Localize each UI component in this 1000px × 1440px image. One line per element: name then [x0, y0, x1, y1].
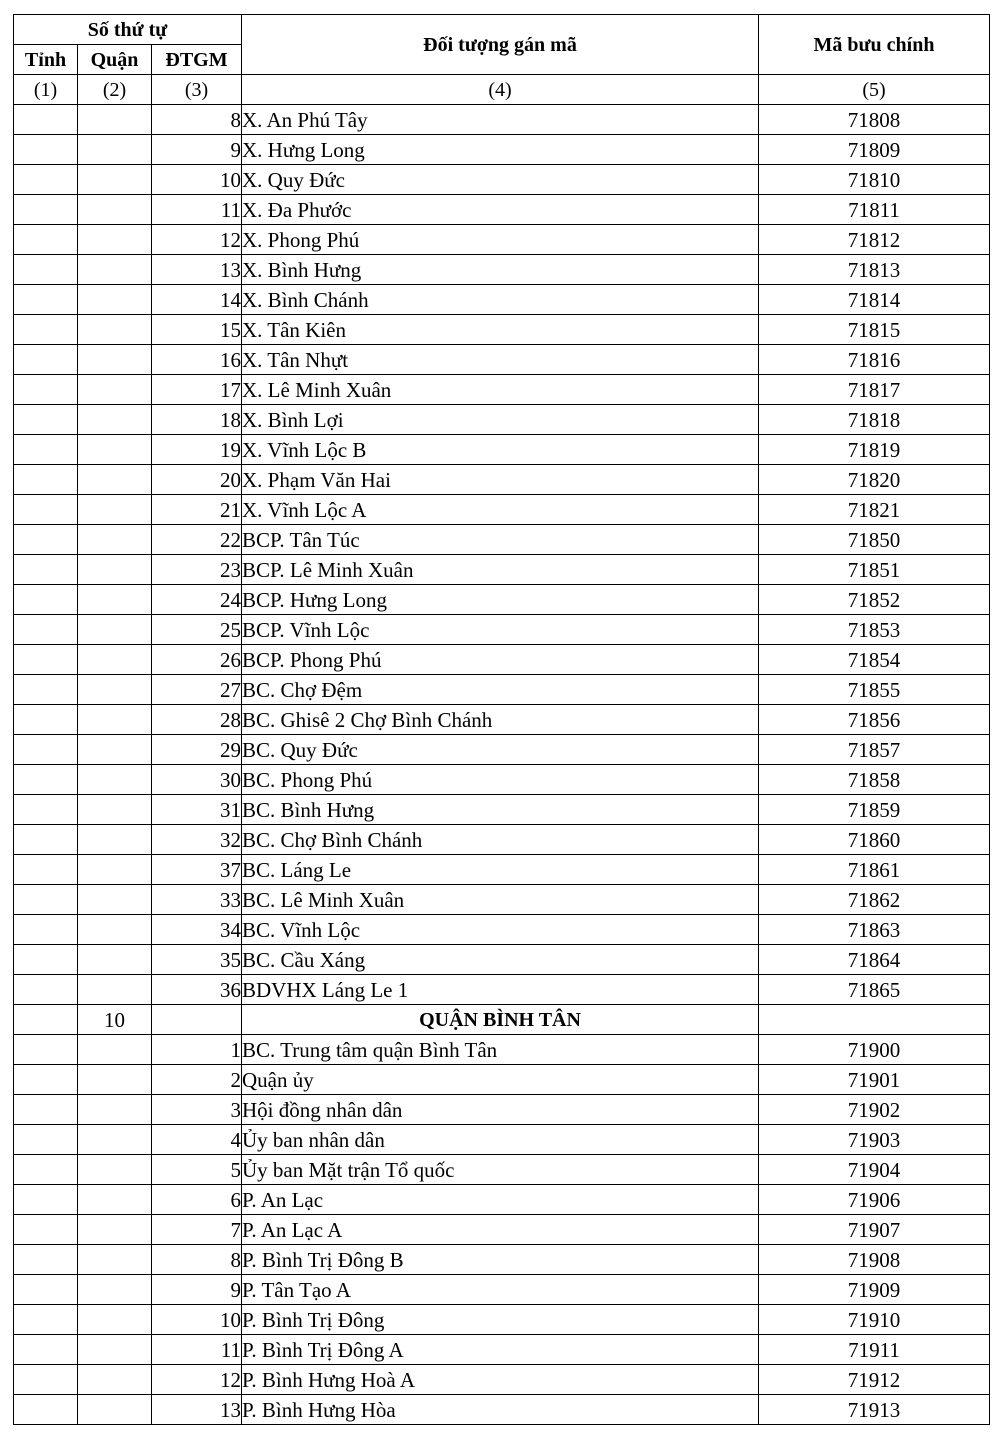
table-row — [14, 195, 990, 225]
postal-code-column-header: Mã bưu chính — [759, 15, 990, 75]
district-cell — [78, 105, 152, 135]
district-cell — [78, 945, 152, 975]
district-cell — [78, 1275, 152, 1305]
province-cell — [14, 1095, 78, 1125]
province-cell — [14, 195, 78, 225]
dtgm-number: 13 — [152, 255, 242, 285]
table-row — [14, 1185, 990, 1215]
table-row — [14, 975, 990, 1005]
object-name: X. Quy Đức — [242, 165, 759, 195]
province-cell — [14, 1335, 78, 1365]
province-cell — [14, 615, 78, 645]
province-cell — [14, 975, 78, 1005]
province-cell — [14, 375, 78, 405]
province-cell — [14, 465, 78, 495]
province-cell — [14, 1035, 78, 1065]
district-cell — [78, 1035, 152, 1065]
district-cell — [78, 1065, 152, 1095]
dtgm-number: 21 — [152, 495, 242, 525]
postal-code: 71912 — [759, 1365, 990, 1395]
province-cell — [14, 135, 78, 165]
dtgm-number: 36 — [152, 975, 242, 1005]
dtgm-number: 8 — [152, 1245, 242, 1275]
district-cell — [78, 795, 152, 825]
table-row — [14, 795, 990, 825]
dtgm-number: 24 — [152, 585, 242, 615]
district-cell — [78, 1185, 152, 1215]
dtgm-number: 15 — [152, 315, 242, 345]
postal-code: 71906 — [759, 1185, 990, 1215]
table-row — [14, 165, 990, 195]
postal-code: 71859 — [759, 795, 990, 825]
district-cell — [78, 1335, 152, 1365]
table-row — [14, 945, 990, 975]
dtgm-number: 26 — [152, 645, 242, 675]
object-name: X. Tân Kiên — [242, 315, 759, 345]
dtgm-number: 19 — [152, 435, 242, 465]
object-name: X. Phong Phú — [242, 225, 759, 255]
table-row — [14, 615, 990, 645]
province-cell — [14, 825, 78, 855]
province-cell — [14, 1185, 78, 1215]
table-row — [14, 1155, 990, 1185]
postal-code: 71861 — [759, 855, 990, 885]
district-cell — [78, 375, 152, 405]
object-name: P. An Lạc A — [242, 1215, 759, 1245]
district-cell — [78, 345, 152, 375]
province-cell — [14, 675, 78, 705]
dtgm-number: 23 — [152, 555, 242, 585]
postal-code: 71852 — [759, 585, 990, 615]
postal-code: 71904 — [759, 1155, 990, 1185]
table-row — [14, 825, 990, 855]
dtgm-number: 2 — [152, 1065, 242, 1095]
postal-code: 71862 — [759, 885, 990, 915]
district-cell — [78, 675, 152, 705]
dtgm-number: 9 — [152, 135, 242, 165]
section-district-number: 10 — [78, 1005, 152, 1035]
postal-code: 71908 — [759, 1245, 990, 1275]
dtgm-number: 30 — [152, 765, 242, 795]
object-name: P. An Lạc — [242, 1185, 759, 1215]
district-cell — [78, 855, 152, 885]
district-cell — [78, 315, 152, 345]
district-cell — [78, 255, 152, 285]
table-body-part1 — [14, 105, 990, 1005]
object-name: X. Bình Lợi — [242, 405, 759, 435]
postal-code-table — [13, 14, 990, 1425]
postal-code: 71820 — [759, 465, 990, 495]
dtgm-number: 33 — [152, 885, 242, 915]
postal-code: 71902 — [759, 1095, 990, 1125]
province-cell — [14, 1215, 78, 1245]
object-name: X. Bình Hưng — [242, 255, 759, 285]
province-cell — [14, 405, 78, 435]
object-name: X. Tân Nhựt — [242, 345, 759, 375]
province-cell — [14, 165, 78, 195]
table-row — [14, 1125, 990, 1155]
dtgm-number: 25 — [152, 615, 242, 645]
table-row — [14, 765, 990, 795]
postal-code: 71809 — [759, 135, 990, 165]
table-row — [14, 405, 990, 435]
district-cell — [78, 1305, 152, 1335]
postal-code: 71821 — [759, 495, 990, 525]
province-cell — [14, 1365, 78, 1395]
table-row — [14, 315, 990, 345]
table-row — [14, 735, 990, 765]
district-cell — [78, 1125, 152, 1155]
district-cell — [78, 1395, 152, 1425]
district-cell — [78, 225, 152, 255]
district-cell — [78, 915, 152, 945]
province-cell — [14, 1245, 78, 1275]
province-cell — [14, 555, 78, 585]
table-row — [14, 465, 990, 495]
object-name: X. Lê Minh Xuân — [242, 375, 759, 405]
object-name: BCP. Tân Túc — [242, 525, 759, 555]
postal-code: 71816 — [759, 345, 990, 375]
table-row — [14, 1275, 990, 1305]
postal-code: 71858 — [759, 765, 990, 795]
column-number-row — [14, 75, 990, 105]
object-name: BCP. Hưng Long — [242, 585, 759, 615]
district-cell — [78, 1095, 152, 1125]
district-cell — [78, 615, 152, 645]
dtgm-number: 10 — [152, 165, 242, 195]
object-name: Hội đồng nhân dân — [242, 1095, 759, 1125]
table-row — [14, 1035, 990, 1065]
table-row — [14, 495, 990, 525]
province-column-header: Tỉnh — [14, 45, 78, 75]
table-row — [14, 435, 990, 465]
postal-code: 71815 — [759, 315, 990, 345]
district-cell — [78, 555, 152, 585]
postal-code: 71860 — [759, 825, 990, 855]
province-cell — [14, 765, 78, 795]
dtgm-number: 13 — [152, 1395, 242, 1425]
postal-code: 71856 — [759, 705, 990, 735]
postal-code: 71863 — [759, 915, 990, 945]
postal-code: 71907 — [759, 1215, 990, 1245]
object-name: X. Đa Phước — [242, 195, 759, 225]
postal-code: 71851 — [759, 555, 990, 585]
province-cell — [14, 255, 78, 285]
table-body-part2 — [14, 1035, 990, 1425]
province-cell — [14, 345, 78, 375]
table-row — [14, 525, 990, 555]
object-name: BCP. Lê Minh Xuân — [242, 555, 759, 585]
dtgm-number: 16 — [152, 345, 242, 375]
object-name: P. Bình Hưng Hòa — [242, 1395, 759, 1425]
dtgm-number: 12 — [152, 1365, 242, 1395]
object-name: BC. Chợ Bình Chánh — [242, 825, 759, 855]
object-name: P. Bình Trị Đông A — [242, 1335, 759, 1365]
postal-code: 71865 — [759, 975, 990, 1005]
object-column-header: Đối tượng gán mã — [242, 15, 759, 75]
district-cell — [78, 1155, 152, 1185]
table-row — [14, 855, 990, 885]
section-code-cell — [759, 1005, 990, 1035]
column-number: (1) — [14, 75, 78, 105]
province-cell — [14, 1395, 78, 1425]
district-cell — [78, 405, 152, 435]
dtgm-number: 29 — [152, 735, 242, 765]
district-cell — [78, 825, 152, 855]
dtgm-number: 9 — [152, 1275, 242, 1305]
district-cell — [78, 705, 152, 735]
province-cell — [14, 525, 78, 555]
province-cell — [14, 945, 78, 975]
province-cell — [14, 1065, 78, 1095]
object-name: P. Bình Hưng Hoà A — [242, 1365, 759, 1395]
object-name: X. Vĩnh Lộc B — [242, 435, 759, 465]
dtgm-number: 27 — [152, 675, 242, 705]
table-row — [14, 885, 990, 915]
postal-code: 71901 — [759, 1065, 990, 1095]
object-name: P. Bình Trị Đông — [242, 1305, 759, 1335]
order-group-header: Số thứ tự — [14, 15, 242, 45]
district-cell — [78, 645, 152, 675]
dtgm-number: 7 — [152, 1215, 242, 1245]
table-row — [14, 225, 990, 255]
postal-code: 71850 — [759, 525, 990, 555]
province-cell — [14, 585, 78, 615]
object-name: BC. Phong Phú — [242, 765, 759, 795]
dtgm-number: 11 — [152, 1335, 242, 1365]
column-number: (2) — [78, 75, 152, 105]
province-cell — [14, 705, 78, 735]
table-row — [14, 1305, 990, 1335]
district-cell — [78, 195, 152, 225]
table-row — [14, 1215, 990, 1245]
district-cell — [78, 1365, 152, 1395]
dtgm-number: 35 — [152, 945, 242, 975]
table-row — [14, 1245, 990, 1275]
table-row — [14, 1365, 990, 1395]
dtgm-number: 28 — [152, 705, 242, 735]
province-cell — [14, 735, 78, 765]
district-cell — [78, 165, 152, 195]
district-cell — [78, 765, 152, 795]
table-row — [14, 645, 990, 675]
table-row — [14, 135, 990, 165]
object-name: BC. Cầu Xáng — [242, 945, 759, 975]
postal-code: 71813 — [759, 255, 990, 285]
table-row — [14, 105, 990, 135]
district-cell — [78, 525, 152, 555]
district-cell — [78, 465, 152, 495]
province-cell — [14, 915, 78, 945]
postal-code: 71855 — [759, 675, 990, 705]
postal-code: 71857 — [759, 735, 990, 765]
postal-code: 71812 — [759, 225, 990, 255]
table-row — [14, 675, 990, 705]
table-row — [14, 285, 990, 315]
object-name: BCP. Phong Phú — [242, 645, 759, 675]
dtgm-number: 18 — [152, 405, 242, 435]
object-name: BC. Bình Hưng — [242, 795, 759, 825]
province-cell — [14, 795, 78, 825]
dtgm-number: 34 — [152, 915, 242, 945]
object-name: BC. Vĩnh Lộc — [242, 915, 759, 945]
province-cell — [14, 855, 78, 885]
dtgm-column-header: ĐTGM — [152, 45, 242, 75]
dtgm-number: 17 — [152, 375, 242, 405]
table-row — [14, 1335, 990, 1365]
postal-code: 71819 — [759, 435, 990, 465]
dtgm-number: 11 — [152, 195, 242, 225]
object-name: X. Phạm Văn Hai — [242, 465, 759, 495]
postal-code: 71900 — [759, 1035, 990, 1065]
province-cell — [14, 435, 78, 465]
province-cell — [14, 225, 78, 255]
province-cell — [14, 1155, 78, 1185]
district-cell — [78, 1215, 152, 1245]
column-number: (3) — [152, 75, 242, 105]
object-name: BC. Ghisê 2 Chợ Bình Chánh — [242, 705, 759, 735]
postal-code: 71810 — [759, 165, 990, 195]
postal-code: 71814 — [759, 285, 990, 315]
district-cell — [78, 585, 152, 615]
dtgm-number: 14 — [152, 285, 242, 315]
table-row — [14, 585, 990, 615]
table-row — [14, 1095, 990, 1125]
district-cell — [78, 975, 152, 1005]
district-cell — [78, 1245, 152, 1275]
province-cell — [14, 105, 78, 135]
section-dtgm-cell — [152, 1005, 242, 1035]
table-row — [14, 375, 990, 405]
dtgm-number: 1 — [152, 1035, 242, 1065]
postal-code: 71903 — [759, 1125, 990, 1155]
district-cell — [78, 735, 152, 765]
postal-code: 71909 — [759, 1275, 990, 1305]
district-column-header: Quận — [78, 45, 152, 75]
object-name: BC. Lê Minh Xuân — [242, 885, 759, 915]
section-body — [14, 1005, 990, 1035]
object-name: X. Hưng Long — [242, 135, 759, 165]
object-name: Ủy ban nhân dân — [242, 1125, 759, 1155]
dtgm-number: 3 — [152, 1095, 242, 1125]
section-title: QUẬN BÌNH TÂN — [242, 1005, 759, 1035]
province-cell — [14, 645, 78, 675]
dtgm-number: 32 — [152, 825, 242, 855]
object-name: Ủy ban Mặt trận Tổ quốc — [242, 1155, 759, 1185]
postal-code: 71913 — [759, 1395, 990, 1425]
province-cell — [14, 495, 78, 525]
district-cell — [78, 885, 152, 915]
province-cell — [14, 285, 78, 315]
column-number: (4) — [242, 75, 759, 105]
dtgm-number: 6 — [152, 1185, 242, 1215]
column-number: (5) — [759, 75, 990, 105]
table-row — [14, 1065, 990, 1095]
dtgm-number: 12 — [152, 225, 242, 255]
province-cell — [14, 1125, 78, 1155]
postal-code: 71854 — [759, 645, 990, 675]
object-name: BCP. Vĩnh Lộc — [242, 615, 759, 645]
district-cell — [78, 495, 152, 525]
district-cell — [78, 435, 152, 465]
postal-code: 71910 — [759, 1305, 990, 1335]
object-name: Quận ủy — [242, 1065, 759, 1095]
dtgm-number: 20 — [152, 465, 242, 495]
province-cell — [14, 315, 78, 345]
table-row — [14, 345, 990, 375]
object-name: X. Bình Chánh — [242, 285, 759, 315]
table-row — [14, 555, 990, 585]
object-name: P. Bình Trị Đông B — [242, 1245, 759, 1275]
postal-code: 71853 — [759, 615, 990, 645]
postal-code: 71864 — [759, 945, 990, 975]
district-cell — [78, 135, 152, 165]
object-name: X. Vĩnh Lộc A — [242, 495, 759, 525]
object-name: BC. Trung tâm quận Bình Tân — [242, 1035, 759, 1065]
table-row — [14, 705, 990, 735]
object-name: P. Tân Tạo A — [242, 1275, 759, 1305]
object-name: BC. Quy Đức — [242, 735, 759, 765]
province-cell — [14, 885, 78, 915]
table-row — [14, 1395, 990, 1425]
section-province-cell — [14, 1005, 78, 1035]
dtgm-number: 10 — [152, 1305, 242, 1335]
province-cell — [14, 1275, 78, 1305]
dtgm-number: 31 — [152, 795, 242, 825]
district-cell — [78, 285, 152, 315]
postal-code: 71911 — [759, 1335, 990, 1365]
object-name: BC. Chợ Đệm — [242, 675, 759, 705]
object-name: BDVHX Láng Le 1 — [242, 975, 759, 1005]
dtgm-number: 37 — [152, 855, 242, 885]
province-cell — [14, 1305, 78, 1335]
dtgm-number: 8 — [152, 105, 242, 135]
table-row — [14, 915, 990, 945]
dtgm-number: 4 — [152, 1125, 242, 1155]
dtgm-number: 22 — [152, 525, 242, 555]
postal-code: 71817 — [759, 375, 990, 405]
table-row — [14, 255, 990, 285]
object-name: BC. Láng Le — [242, 855, 759, 885]
postal-code: 71811 — [759, 195, 990, 225]
postal-code: 71808 — [759, 105, 990, 135]
postal-code: 71818 — [759, 405, 990, 435]
section-row — [14, 1005, 990, 1035]
object-name: X. An Phú Tây — [242, 105, 759, 135]
dtgm-number: 5 — [152, 1155, 242, 1185]
